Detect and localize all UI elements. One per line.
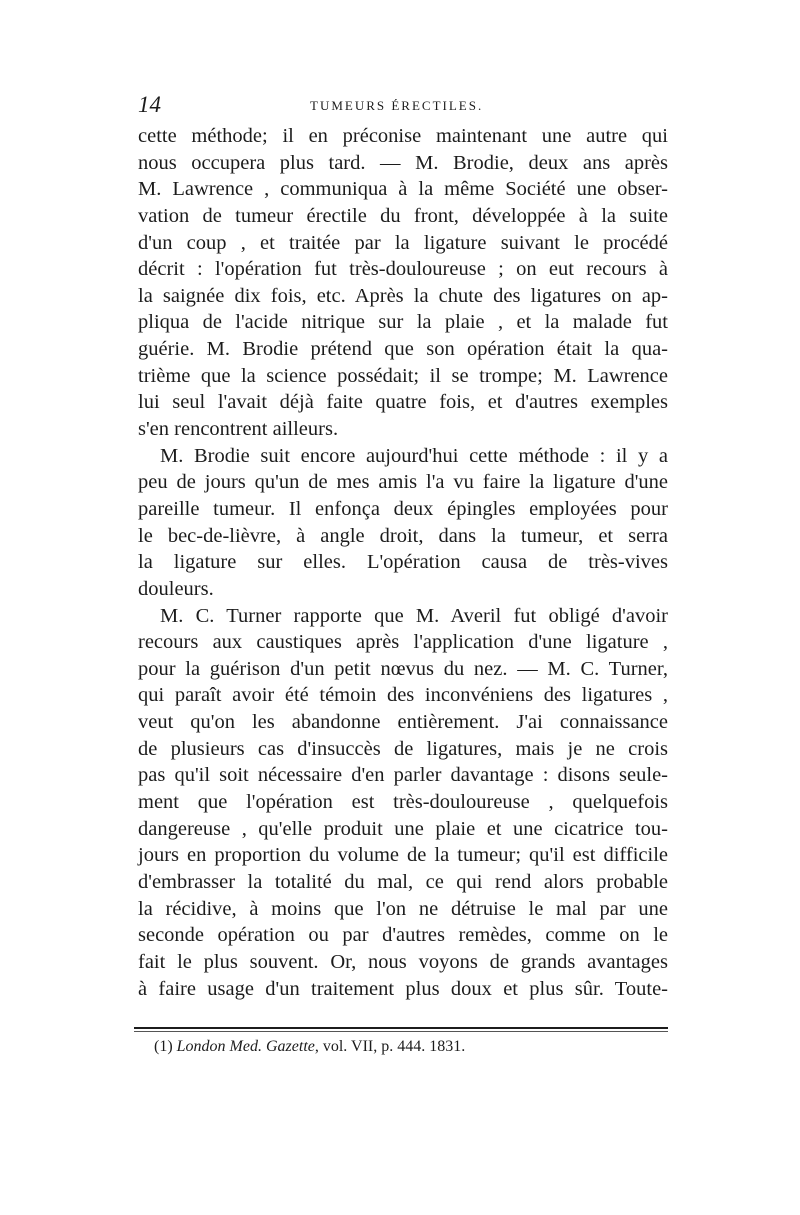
text-line: le bec-de-lièvre, à angle droit, dans la tumeur, et serra [138, 524, 668, 547]
text-line: d'embrasser la totalité du mal, ce qui rend alors probable [138, 870, 668, 893]
text-line: cette méthode; il en préconise maintenant une autre qui [138, 125, 668, 147]
footnote-source: London Med. Gazette [176, 1038, 315, 1055]
text-line: pas qu'il soit nécessaire d'en parler davantage : disons seule- [138, 764, 668, 787]
text-line: recours aux caustiques après l'application d'une ligature , [138, 631, 668, 654]
text-line: guérie. M. Brodie prétend que son opération était la qua- [138, 338, 668, 361]
text-line: seconde opération ou par d'autres remèdes, comme on le [138, 924, 668, 947]
text-line: jours en proportion du volume de la tumeur; qu'il est difficile [138, 844, 668, 867]
text-line: trième que la science possédait; il se trompe; M. Lawrence [138, 364, 668, 387]
text-line: ment que l'opération est très-douloureuse , quelquefois [138, 791, 668, 814]
text-line: d'un coup , et traitée par la ligature suivant le procédé [138, 231, 668, 254]
paragraph-start-line: M. Brodie suit encore aujourd'hui cette méthode : il y a [160, 444, 668, 467]
running-title: TUMEURS ÉRECTILES. [310, 98, 484, 113]
text-line: qui paraît avoir été témoin des inconvéniens des ligatures , [138, 684, 668, 707]
paragraph-start-line: M. C. Turner rapporte que M. Averil fut obligé d'avoir [160, 604, 668, 627]
text-line: à faire usage d'un traitement plus doux et plus sûr. Toute- [138, 977, 668, 1000]
body-text [138, 123, 668, 1002]
footnote-details: , vol. VII, p. 444. 1831. [314, 1038, 466, 1055]
text-line: la récidive, à moins que l'on ne détruise le mal par une [138, 897, 668, 920]
text-line: douleurs. [138, 577, 214, 600]
text-line: fait le plus souvent. Or, nous voyons de grands avantages [138, 950, 668, 973]
text-line: de plusieurs cas d'insuccès de ligatures, mais je ne crois [138, 737, 668, 760]
footnote-marker: (1) [154, 1038, 173, 1055]
text-line: s'en rencontrent ailleurs. [138, 418, 339, 441]
text-line: dangereuse , qu'elle produit une plaie et une cicatrice tou- [138, 817, 668, 840]
text-line: vation de tumeur érectile du front, développée à la suite [138, 204, 668, 227]
text-line: pour la guérison d'un petit nœvus du nez. — M. C. Turner, [138, 657, 668, 680]
footnote-divider-thin [134, 1031, 668, 1032]
text-line: peu de jours qu'un de mes amis l'a vu faire la ligature d'une [138, 471, 668, 494]
footnote-divider [134, 1027, 668, 1029]
running-head [138, 92, 668, 122]
text-line: pliqua de l'acide nitrique sur la plaie , et la malade fut [138, 311, 668, 334]
text-line: nous occupera plus tard. — M. Brodie, deux ans après [138, 151, 668, 174]
text-line: la ligature sur elles. L'opération causa de très-vives [138, 551, 668, 574]
text-line: pareille tumeur. Il enfonça deux épingles employées pour [138, 497, 668, 520]
footnote [154, 1038, 465, 1056]
text-line: lui seul l'avait déjà faite quatre fois, et d'autres exemples [138, 391, 668, 414]
page-number: 14 [138, 92, 161, 117]
text-line: la saignée dix fois, etc. Après la chute des ligatures on ap- [138, 284, 668, 307]
text-line: décrit : l'opération fut très-douloureuse ; on eut recours à [138, 258, 668, 281]
text-line: veut qu'on les abandonne entièrement. J'ai connaissance [138, 711, 668, 734]
text-line: M. Lawrence , communiqua à la même Société une obser- [138, 178, 668, 201]
